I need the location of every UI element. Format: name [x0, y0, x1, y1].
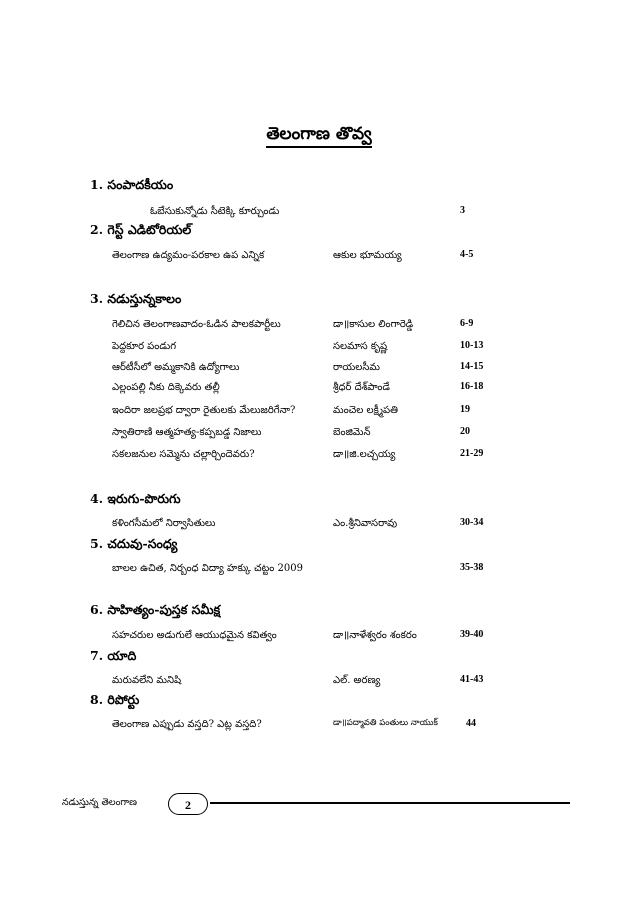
- entry-title: ఇందిరా జలప్రభ ద్వారా రైతులకు మేలుజరిగేనా?: [112, 405, 296, 416]
- entry-title: పెద్దకూర పండుగ: [112, 341, 177, 352]
- entry-pages: 4-5: [460, 249, 474, 260]
- entry-pages: 16-18: [460, 381, 484, 392]
- page-footer: [0, 792, 638, 818]
- section-heading: 5. చదువు-సంధ్య: [90, 536, 178, 551]
- entry-title: ఓబేసుకున్నోడు సీటెక్కి కూర్చుండు: [150, 206, 280, 217]
- section-heading: 2. గెస్ట్ ఎడిటోరియల్: [90, 222, 192, 237]
- entry-pages: 20: [460, 426, 470, 437]
- entry-title: మరువలేని మనిషి: [112, 675, 182, 686]
- section-heading: 3. నడుస్తున్నకాలం: [90, 291, 182, 306]
- entry-pages: 44: [466, 718, 476, 729]
- entry-title: ఎల్లంపల్లి నీకు దిక్కెవరు తల్లీ: [112, 382, 220, 393]
- section-heading: 1. సంపాదకీయం: [90, 177, 174, 192]
- entry-title: ఆర్‌టీసీలో అమ్మకానికి ఉద్యోగాలు: [112, 362, 240, 373]
- section-heading: 6. సాహిత్యం-పుస్తక సమీక్ష: [90, 602, 221, 617]
- entry-author: ఎల్. అరణ్య: [333, 675, 381, 686]
- entry-title: స్వాతిరాణి ఆత్మహత్య-కప్పబడ్డ నిజాలు: [112, 427, 262, 438]
- entry-pages: 35-38: [460, 562, 484, 573]
- section-heading: 8. రిపోర్టు: [90, 692, 140, 707]
- footer-rule: [210, 802, 570, 804]
- entry-author: మంచెల లక్ష్మీపతి: [333, 405, 398, 416]
- entry-author: బెంజిమెన్: [333, 427, 371, 438]
- entry-author: డా॥నాళేశ్వరం శంకరం: [333, 630, 417, 641]
- entry-title: సకలజనుల సమ్మెను చల్లార్చిందెవరు?: [112, 449, 255, 460]
- entry-pages: 6-9: [460, 318, 474, 329]
- page-title: [0, 124, 638, 148]
- entry-pages: 14-15: [460, 361, 484, 372]
- entry-title: తెలంగాణ ఉద్యమం-పరకాల ఉప ఎన్నిక: [112, 250, 265, 261]
- entry-title: గెలిచిన తెలంగాణవాదం-ఓడిన పాలకపార్టీలు: [112, 319, 281, 330]
- entry-pages: 19: [460, 404, 470, 415]
- entry-author: శ్రీధర్ దేశ్‌పాండే: [333, 382, 390, 393]
- entry-pages: 39-40: [460, 629, 484, 640]
- entry-pages: 10-13: [460, 340, 484, 351]
- entry-author: సలమాస కృష్ణ: [333, 341, 388, 352]
- entry-author: డా॥జి.లచ్చయ్య: [333, 449, 396, 460]
- entry-author: ఆకుల భూమయ్య: [333, 250, 402, 261]
- entry-author: రాయలసీమ: [333, 362, 380, 373]
- page-title-text: తెలంగాణ తొవ్వ: [266, 124, 371, 148]
- entry-author: ఎం.శ్రీనివాసరావు: [333, 518, 398, 529]
- entry-author: డా॥పద్మావతి పంతులు నాయుక్: [333, 718, 438, 728]
- footer-magazine-name: నడుస్తున్న తెలంగాణ: [62, 797, 137, 808]
- section-heading: 4. ఇరుగు-పొరుగు: [90, 491, 181, 506]
- entry-author: డా॥కాసుల లింగారెడ్డి: [333, 319, 414, 330]
- entry-pages: 21-29: [460, 448, 484, 459]
- section-heading: 7. యాది: [90, 648, 137, 663]
- entry-pages: 3: [460, 205, 465, 216]
- entry-title: కళింగసీమలో నిర్వాసితులు: [112, 518, 216, 529]
- entry-pages: 30-34: [460, 517, 484, 528]
- entry-pages: 41-43: [460, 674, 484, 685]
- page-number-badge: 2: [168, 793, 208, 815]
- entry-title: సహచరుల అడుగులే ఆయుధమైన కవిత్వం: [112, 630, 277, 641]
- entry-title: బాలల ఉచిత, నిర్బంధ విద్యా హక్కు చట్టం 2009: [112, 563, 304, 574]
- entry-title: తెలంగాణ ఎప్పుడు వస్తది? ఎట్ల వస్తది?: [112, 719, 262, 730]
